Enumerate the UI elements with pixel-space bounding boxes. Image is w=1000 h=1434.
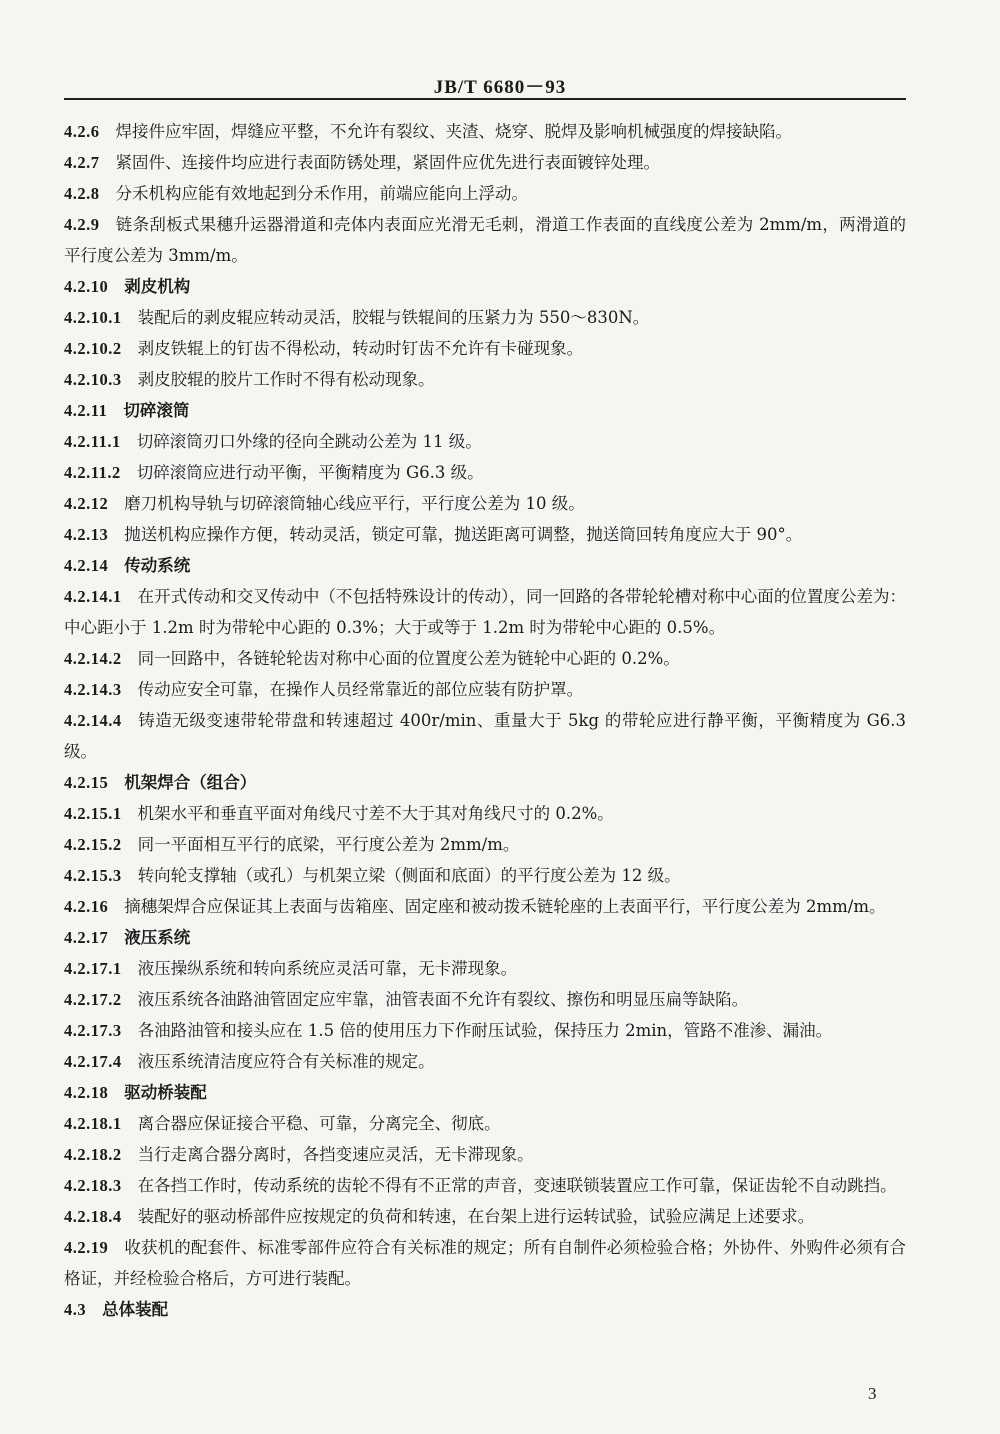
clause-item: [64, 116, 906, 147]
page-number: 3: [868, 1384, 877, 1403]
clause-number: 4.2.15: [64, 773, 109, 792]
clause-text: 装配后的剥皮辊应转动灵活，胶辊与铁辊间的压紧力为 550～830N。: [137, 308, 650, 327]
clause-text: 焊接件应牢固，焊缝应平整，不允许有裂纹、夹渣、烧穿、脱焊及影响机械强度的焊接缺陷。: [115, 122, 792, 141]
clause-number: 4.2.17: [64, 928, 109, 947]
clause-item: [64, 519, 906, 550]
clause-text: 抛送机构应操作方便，转动灵活，锁定可靠，抛送距离可调整，抛送筒回转角度应大于 90°。: [124, 525, 803, 544]
clause-number: 4.2.18.3: [64, 1176, 122, 1195]
clause-item: [64, 333, 906, 364]
clause-number: 4.2.18.4: [64, 1207, 122, 1226]
clause-text: 切碎滚筒刃口外缘的径向全跳动公差为 11 级。: [136, 432, 482, 451]
page-header-title: JB/T 6680－93: [433, 77, 567, 98]
document-body: [64, 116, 906, 1325]
clause-text: 传动系统: [124, 556, 191, 575]
clause-item: [64, 1232, 906, 1294]
clause-number: 4.2.11: [64, 401, 108, 420]
clause-text: 剥皮机构: [124, 277, 191, 296]
clause-text: 装配好的驱动桥部件应按规定的负荷和转速，在台架上进行运转试验，试验应满足上述要求。: [137, 1207, 815, 1226]
clause-number: 4.2.17.1: [64, 959, 122, 978]
clause-number: 4.2.12: [64, 494, 109, 513]
clause-text: 液压系统清洁度应符合有关标准的规定。: [137, 1052, 435, 1071]
clause-item: [64, 581, 906, 643]
clause-text: 当行走离合器分离时，各挡变速应灵活，无卡滞现象。: [137, 1145, 534, 1164]
clause-number: 4.2.15.1: [64, 804, 122, 823]
clause-text: 在开式传动和交叉传动中（不包括特殊设计的传动），同一回路的各带轮轮槽对称中心面的位置度公差为：中心距小于 1.2m 时为带轮中心距的 0.3%；大于或等于 1.2m 时为带轮中心距的 0.5%。: [64, 587, 906, 637]
clause-item: [64, 1108, 906, 1139]
clause-item: [64, 364, 906, 395]
clause-text: 磨刀机构导轨与切碎滚筒轴心线应平行，平行度公差为 10 级。: [124, 494, 585, 513]
clause-text: 液压操纵系统和转向系统应灵活可靠，无卡滞现象。: [137, 959, 518, 978]
clause-text: 各油路油管和接头应在 1.5 倍的使用压力下作耐压试验，保持压力 2min，管路不准渗、漏油。: [137, 1021, 833, 1040]
clause-number: 4.2.10: [64, 277, 109, 296]
section-heading: [64, 271, 906, 302]
clause-item: [64, 1139, 906, 1170]
clause-number: 4.2.17.4: [64, 1052, 122, 1071]
clause-text: 分禾机构应能有效地起到分禾作用，前端应能向上浮动。: [115, 184, 528, 203]
clause-text: 铸造无级变速带轮带盘和转速超过 400r/min、重量大于 5kg 的带轮应进行静平衡，平衡精度为 G6.3 级。: [64, 711, 906, 761]
clause-text: 在各挡工作时，传动系统的齿轮不得有不正常的声音，变速联锁装置应工作可靠，保证齿轮不自动跳挡。: [137, 1176, 897, 1195]
clause-text: 机架焊合（组合）: [124, 773, 257, 792]
clause-item: [64, 984, 906, 1015]
clause-text: 紧固件、连接件均应进行表面防锈处理，紧固件应优先进行表面镀锌处理。: [115, 153, 660, 172]
clause-number: 4.3: [64, 1300, 87, 1319]
clause-number: 4.2.13: [64, 525, 109, 544]
clause-text: 剥皮胶辊的胶片工作时不得有松动现象。: [137, 370, 435, 389]
section-heading: [64, 767, 906, 798]
clause-item: [64, 302, 906, 333]
clause-item: [64, 1201, 906, 1232]
clause-number: 4.2.11.2: [64, 463, 121, 482]
section-heading: [64, 550, 906, 581]
clause-number: 4.2.10.2: [64, 339, 122, 358]
clause-text: 液压系统: [124, 928, 191, 947]
clause-item: [64, 1015, 906, 1046]
clause-text: 切碎滚筒应进行动平衡，平衡精度为 G6.3 级。: [136, 463, 484, 482]
clause-item: [64, 798, 906, 829]
clause-number: 4.2.18.2: [64, 1145, 122, 1164]
section-heading: [64, 395, 906, 426]
clause-number: 4.2.17.2: [64, 990, 122, 1009]
clause-number: 4.2.18.1: [64, 1114, 122, 1133]
clause-number: 4.2.18: [64, 1083, 109, 1102]
clause-item: [64, 860, 906, 891]
clause-number: 4.2.14: [64, 556, 109, 575]
header-rule: [64, 98, 906, 100]
clause-text: 同一平面相互平行的底梁，平行度公差为 2mm/m。: [137, 835, 520, 854]
clause-text: 传动应安全可靠，在操作人员经常靠近的部位应装有防护罩。: [137, 680, 584, 699]
clause-number: 4.2.6: [64, 122, 100, 141]
clause-text: 机架水平和垂直平面对角线尺寸差不大于其对角线尺寸的 0.2%。: [137, 804, 614, 823]
clause-number: 4.2.14.2: [64, 649, 122, 668]
clause-item: [64, 457, 906, 488]
clause-text: 剥皮铁辊上的钉齿不得松动，转动时钉齿不允许有卡碰现象。: [137, 339, 584, 358]
clause-text: 离合器应保证接合平稳、可靠，分离完全、彻底。: [137, 1114, 501, 1133]
clause-item: [64, 147, 906, 178]
clause-number: 4.2.10.1: [64, 308, 122, 327]
clause-number: 4.2.15.2: [64, 835, 122, 854]
clause-item: [64, 178, 906, 209]
clause-text: 收获机的配套件、标准零部件应符合有关标准的规定；所有自制件必须检验合格；外协件、外购件必须有合格证，并经检验合格后，方可进行装配。: [64, 1238, 906, 1288]
clause-item: [64, 426, 906, 457]
clause-number: 4.2.11.1: [64, 432, 121, 451]
clause-number: 4.2.8: [64, 184, 100, 203]
clause-item: [64, 891, 906, 922]
clause-text: 总体装配: [102, 1300, 169, 1319]
clause-item: [64, 1170, 906, 1201]
clause-text: 驱动桥装配: [124, 1083, 207, 1102]
clause-number: 4.2.19: [64, 1238, 109, 1257]
section-heading: [64, 1077, 906, 1108]
clause-text: 同一回路中，各链轮轮齿对称中心面的位置度公差为链轮中心距的 0.2%。: [137, 649, 680, 668]
clause-item: [64, 705, 906, 767]
clause-number: 4.2.7: [64, 153, 100, 172]
clause-number: 4.2.10.3: [64, 370, 122, 389]
clause-item: [64, 209, 906, 271]
clause-number: 4.2.14.3: [64, 680, 122, 699]
clause-item: [64, 643, 906, 674]
clause-item: [64, 674, 906, 705]
clause-number: 4.2.9: [64, 215, 100, 234]
clause-text: 摘穗架焊合应保证其上表面与齿箱座、固定座和被动拨禾链轮座的上表面平行，平行度公差为 2mm/m。: [124, 897, 886, 916]
clause-item: [64, 488, 906, 519]
clause-number: 4.2.17.3: [64, 1021, 122, 1040]
clause-text: 转向轮支撑轴（或孔）与机架立梁（侧面和底面）的平行度公差为 12 级。: [137, 866, 681, 885]
clause-text: 液压系统各油路油管固定应牢靠，油管表面不允许有裂纹、擦伤和明显压扁等缺陷。: [137, 990, 749, 1009]
clause-number: 4.2.14.1: [64, 587, 122, 606]
clause-item: [64, 829, 906, 860]
clause-number: 4.2.14.4: [64, 711, 122, 730]
clause-number: 4.2.15.3: [64, 866, 122, 885]
clause-text: 切碎滚筒: [123, 401, 190, 420]
section-heading: [64, 922, 906, 953]
clause-item: [64, 953, 906, 984]
clause-text: 链条刮板式果穗升运器滑道和壳体内表面应光滑无毛刺，滑道工作表面的直线度公差为 2mm/m，两滑道的平行度公差为 3mm/m。: [64, 215, 906, 265]
clause-item: [64, 1046, 906, 1077]
clause-number: 4.2.16: [64, 897, 109, 916]
section-heading: [64, 1294, 906, 1325]
